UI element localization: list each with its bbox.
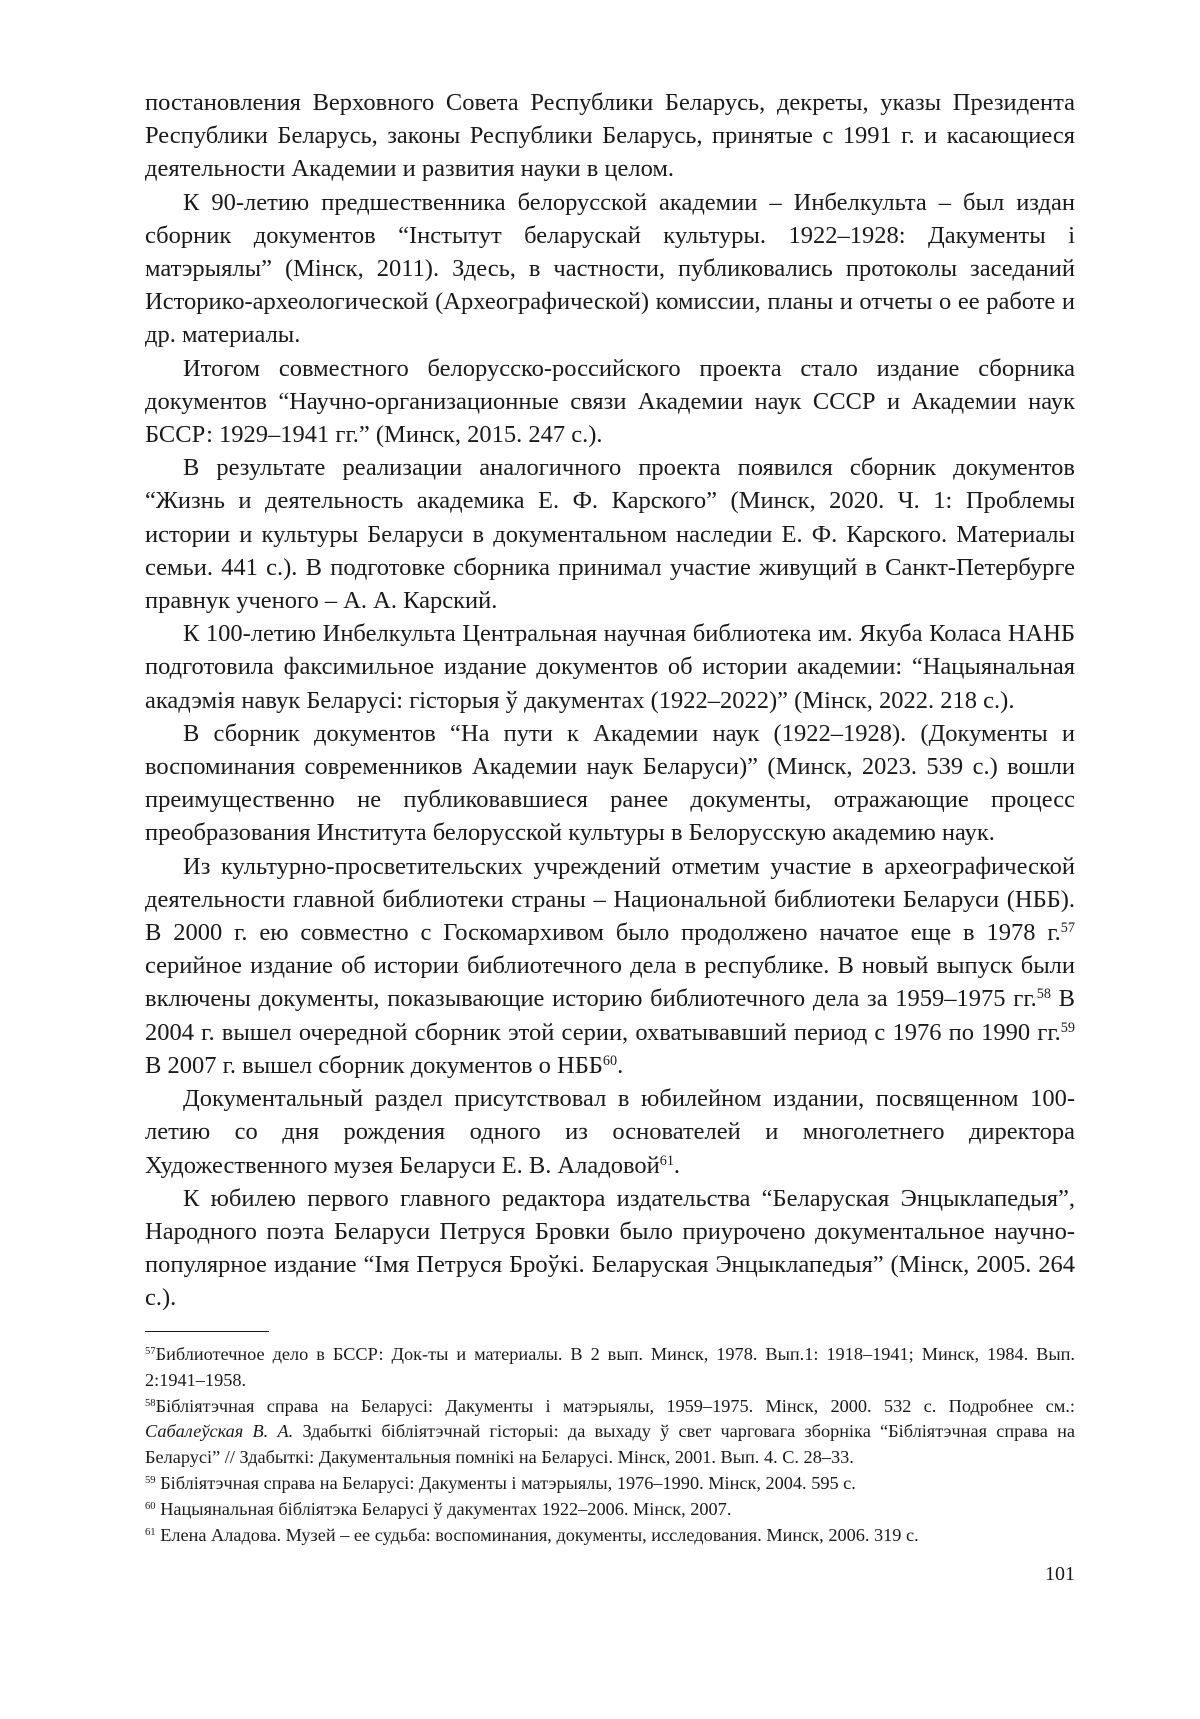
footnote-divider [145,1331,269,1332]
footnote-author-italic: Сабалеўская В. А. [145,1421,294,1442]
paragraph-7-part-d: В 2007 г. вышел сборник документов о НББ [145,1051,603,1079]
paragraph-8-part-a: Документальный раздел присутствовал в юбилейном издании, посвященном 100-летию со дня рождения одного из основателей и многолетнего директора Художественного музея Беларуси Е. В. Аладовой [145,1085,1075,1179]
paragraph-1: постановления Верховного Совета Республики Беларусь, декреты, указы Президента Республики Беларусь, законы Республики Беларусь, принятые с 1991 г. и касающиеся деятельности Академии и развития науки в целом. [145,89,1075,183]
paragraph-7-part-b: серийное издание об истории библиотечного дела в республике. В новый выпуск были включены документы, показывающие историю библиотечного дела за 1959–1975 гг. [145,952,1075,1013]
paragraph-9: К юбилею первого главного редактора издательства “Беларуская Энцыклапедыя”, Народного поэта Беларуси Петруся Бровки было приурочено документальное научно-популярное издание “Імя Петруся Броўкі. Беларуская Энцыклапедыя” (Мінск, 2005. 264 с.). [145,1184,1075,1312]
footnote-ref-57[interactable]: 57 [1060,920,1075,937]
footnote-text: Нацыянальная бібліятэка Беларусі ў дакументах 1922–2006. Мінск, 2007. [160,1498,732,1519]
footnote-ref-58[interactable]: 58 [1036,986,1051,1003]
paragraph-7-part-c: В 2004 г. вышел очередной сборник этой серии, охватывавший период с 1976 по 1990 гг. [145,985,1075,1046]
footnote-number: 60 [145,1500,156,1512]
page-number: 101 [1045,1563,1075,1585]
paragraph-8-part-b: . [673,1151,681,1179]
paragraph-4: В результате реализации аналогичного проекта появился сборник документов “Жизнь и деятельность академика Е. Ф. Карского” (Минск, 2020. Ч. 1: Проблемы истории и культуры Беларуси в документальном наследии Е. Ф. Карского. Материалы семьи. 441 с.). В подготовке сборника принимал участие живущий в Санкт-Петербурге правнук ученого – А. А. Карский. [145,454,1075,615]
footnote-number: 61 [145,1526,156,1538]
body-text [145,86,1075,1315]
paragraph-5: К 100-летию Инбелкульта Центральная научная библиотека им. Якуба Коласа НАНБ подготовила факсимильное издание документов об истории академии: “Нацыянальная акадэмія навук Беларусі: гісторыя ў дакументах (1922–2022)” (Мінск, 2022. 218 с.). [145,620,1075,714]
footnote-text: Елена Аладова. Музей – ее судьба: воспоминания, документы, исследования. Минск, 2006. 319 с. [160,1524,919,1545]
footnote-59 [145,1471,1075,1497]
paragraph-7-part-e: . [617,1051,624,1079]
paragraph-2: К 90-летию предшественника белорусской академии – Инбелкульта – был издан сборник документов “Інстытут беларускай культуры. 1922–1928: Дакументы і матэрыялы” (Мінск, 2011). Здесь, в частности, публиковались протоколы заседаний Историко-археологической (Археографической) комиссии, планы и отчеты о ее работе и др. материалы. [145,188,1075,349]
footnote-ref-60[interactable]: 60 [602,1053,618,1070]
footnote-ref-61[interactable]: 61 [659,1152,674,1169]
footnote-number: 58 [145,1397,156,1409]
footnote-number: 57 [145,1346,156,1358]
footnote-60 [145,1497,1075,1523]
paragraph-3: Итогом совместного белорусско-российского проекта стало издание сборника документов “Научно-организационные связи Академии наук СССР и Академии наук БССР: 1929–1941 гг.” (Минск, 2015. 247 с.). [145,354,1075,449]
footnote-number: 59 [145,1475,156,1487]
paragraph-6: В сборник документов “На пути к Академии наук (1922–1928). (Документы и воспоминания современников Академии наук Беларуси)” (Минск, 2023. 539 с.) вошли преимущественно не публиковавшиеся ранее документы, отражающие процесс преобразования Института белорусской культуры в Белорусскую академию наук. [145,719,1075,847]
footnote-text: Бібліятэчная справа на Беларусі: Дакументы і матэрыялы, 1976–1990. Мінск, 2004. 595 с. [160,1472,856,1493]
footnote-text-a: Бібліятэчная справа на Беларусі: Дакументы і матэрыялы, 1959–1975. Мінск, 2000. 532 с. Подробнее см.: [155,1395,1075,1416]
paragraph-7-part-a: Из культурно-просветительских учреждений отметим участие в археографической деятельности главной библиотеки страны – Национальной библиотеки Беларуси (НББ). В 2000 г. ею совместно с Госкомархивом было продолжено начатое еще в 1978 г. [145,852,1075,947]
paragraph-7 [145,850,1075,1082]
footnote-61 [145,1523,1075,1549]
footnote-text-b: Здабыткі бібліятэчнай гісторыі: да выхаду ў свет чарговага зборніка “Бібліятэчная справа на Беларусі” // Здабыткі: Дакументальныя помнікі на Беларусі. Мінск, 2001. Вып. 4. С. 28–33. [145,1421,1075,1468]
footnote-ref-59[interactable]: 59 [1060,1019,1075,1036]
footnotes [145,1342,1075,1548]
footnote-58 [145,1394,1075,1471]
footnote-text: Библиотечное дело в БССР: Док-ты и материалы. В 2 вып. Минск, 1978. Вып.1: 1918–1941; Минск, 1984. Вып. 2:1941–1958. [145,1344,1075,1390]
footnote-57 [145,1342,1075,1394]
paragraph-8 [145,1082,1075,1182]
